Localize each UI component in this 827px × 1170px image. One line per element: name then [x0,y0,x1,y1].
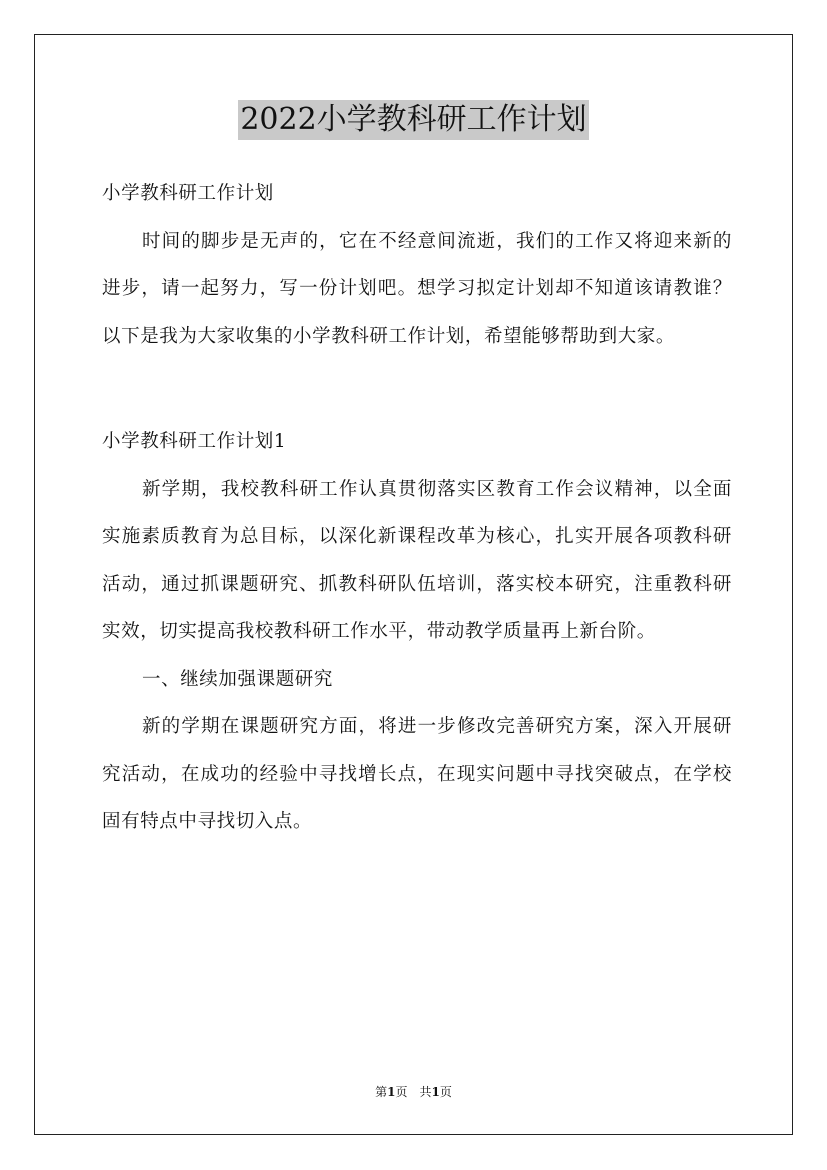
plan-1-paragraph: 新学期，我校教科研工作认真贯彻落实区教育工作会议精神，以全面实施素质教育为总目标，以深化新课程改革为核心，扎实开展各项教科研活动，通过抓课题研究、抓教科研队伍培训，落实校本研究，注重教科研实效，切实提高我校教科研工作水平，带动教学质量再上新台阶。 [102,478,732,642]
document-title: 2022小学教科研工作计划 [238,100,588,140]
section-heading: 小学教科研工作计划 [102,183,274,204]
research-paragraph: 新的学期在课题研究方面，将进一步修改完善研究方案，深入开展研究活动，在成功的经验中寻找增长点，在现实问题中寻找突破点，在学校固有特点中寻找切入点。 [102,716,732,832]
footer-page-current: 1 [387,1085,396,1099]
spacer [102,360,732,418]
footer-page-total: 1 [431,1085,440,1099]
intro-paragraph: 时间的脚步是无声的，它在不经意间流逝，我们的工作又将迎来新的进步，请一起努力，写一份计划吧。想学习拟定计划却不知道该请教谁？以下是我为大家收集的小学教科研工作计划，希望能够帮助到大家。 [102,230,732,347]
footer-page-prefix: 第 [375,1085,388,1099]
document-body [102,170,732,846]
page-footer [0,1084,827,1100]
footer-page-suffix: 页 [439,1085,452,1099]
footer-page-mid: 页 共 [395,1085,432,1099]
subheading-research: 一、继续加强课题研究 [142,668,334,690]
title-wrap [0,100,827,140]
section-heading-plan-1: 小学教科研工作计划1 [102,431,287,452]
